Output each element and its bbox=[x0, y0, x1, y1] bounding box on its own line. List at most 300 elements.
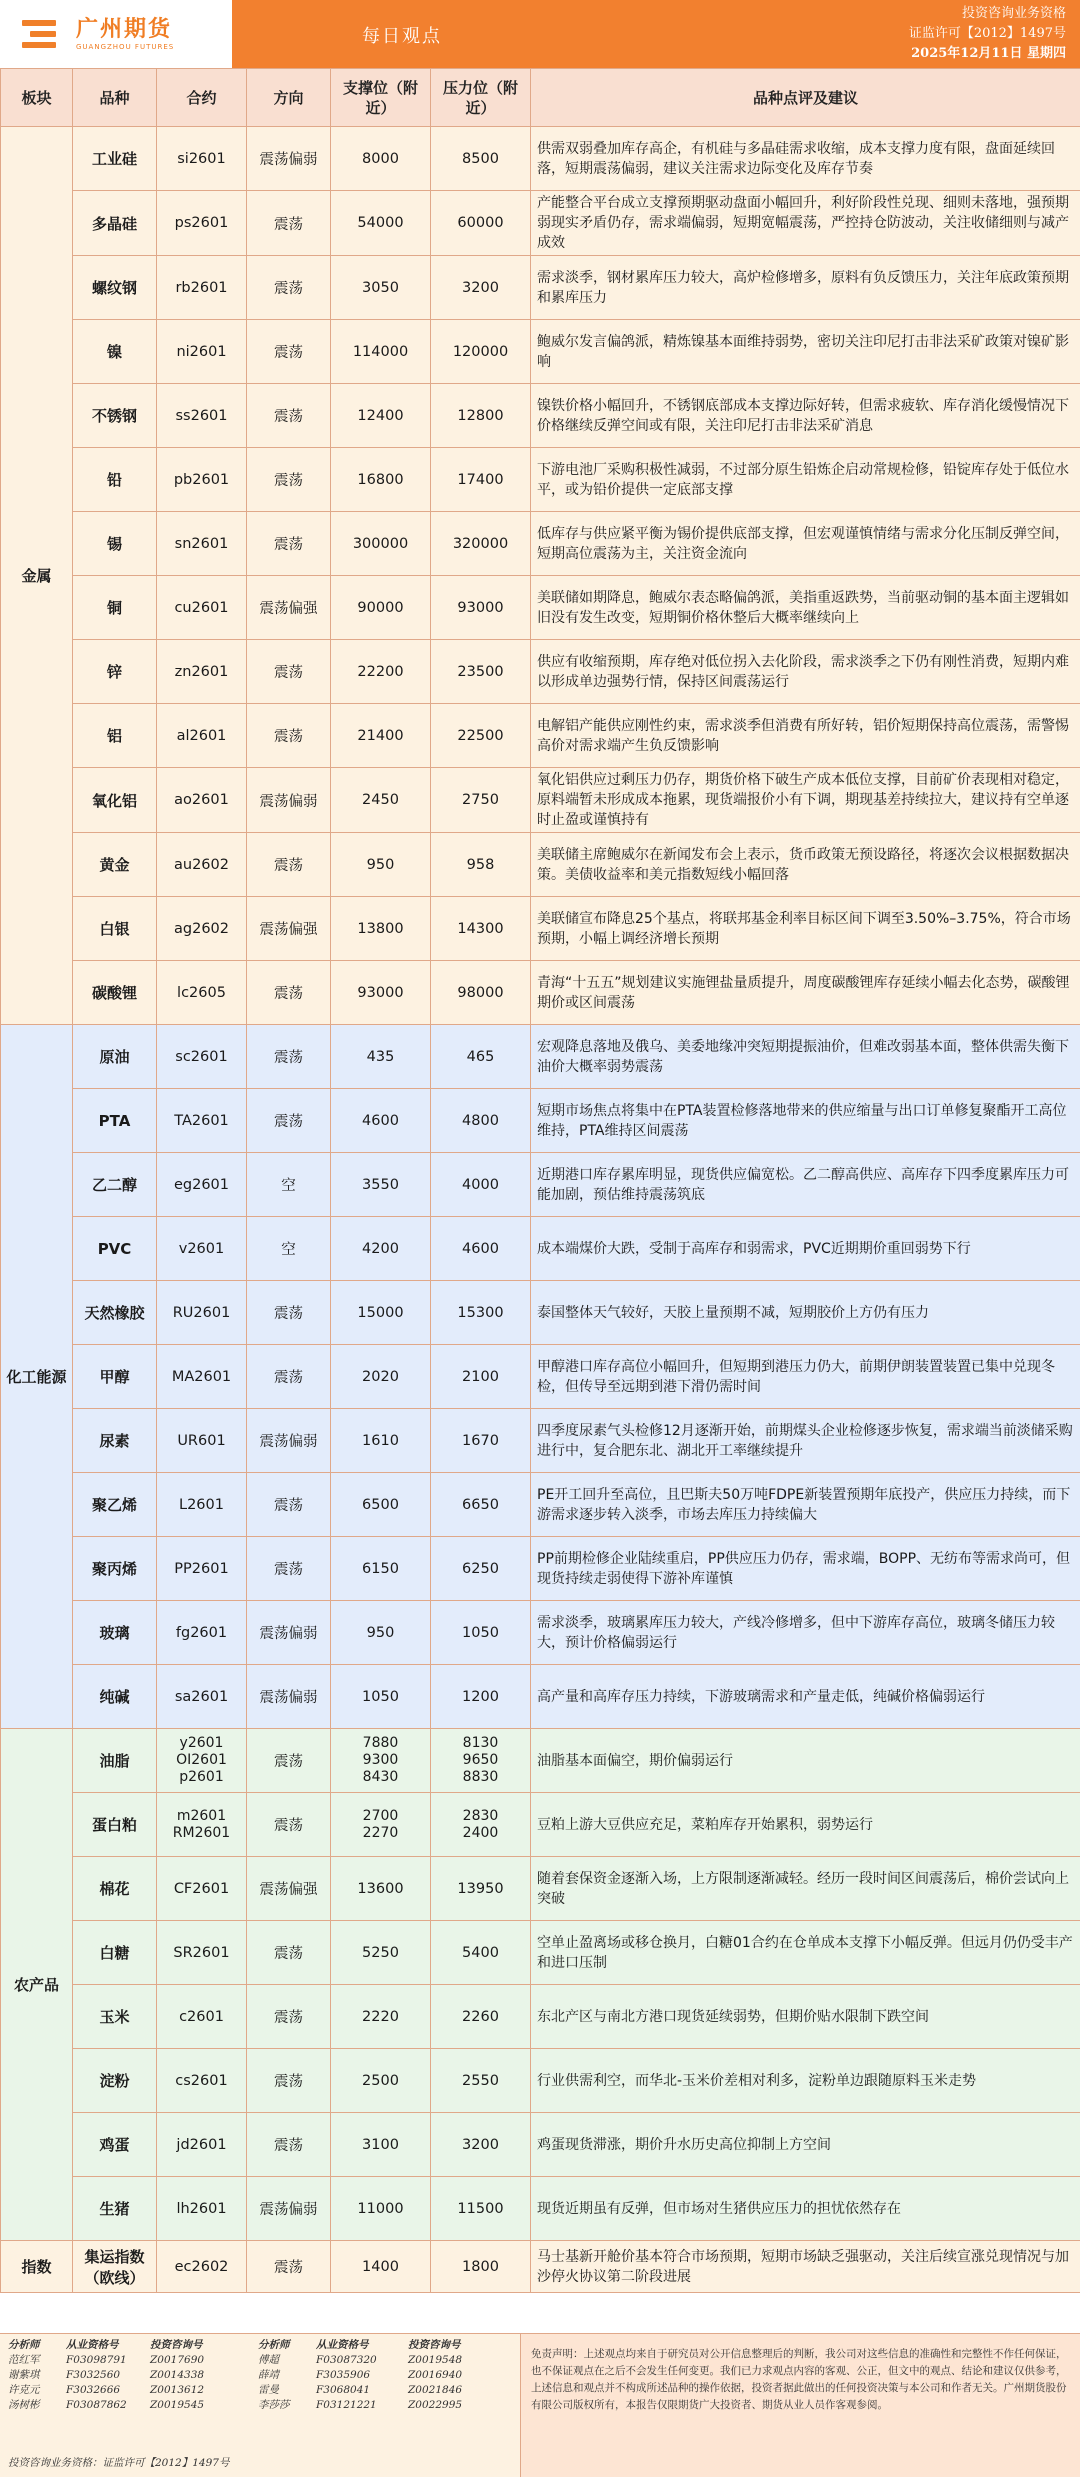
analyst-entry: F3035906 bbox=[316, 2369, 371, 2381]
variety-cell: 集运指数（欧线） bbox=[73, 2241, 157, 2293]
comment-cell: 行业供需利空，而华北-玉米价差相对利多，淀粉单边跟随原料玉米走势 bbox=[531, 2049, 1080, 2113]
contract-cell: lc2605 bbox=[157, 961, 247, 1025]
table-row bbox=[1, 2241, 1080, 2293]
contract-cell: au2602 bbox=[157, 833, 247, 897]
support-cell: 12400 bbox=[331, 384, 431, 448]
variety-cell: 多晶硅 bbox=[73, 191, 157, 256]
table-row bbox=[1, 512, 1080, 576]
disclaimer: 免责声明：上述观点均来自于研究员对公开信息整理后的判断，我公司对这些信息的准确性和完整性不作任何保证，也不保证观点在之后不会发生任何变更。我们已力求观点内容的客观、公正，但文中的观点、结论和建议仅供参考，上述信息和观点并不构成所述品种的操作依据，投资者据此做出的任何投资决策与本公司和作者无关。广州期货股份有限公司版权所有，本报告仅限期货广大投资者、期货从业人员作客观参阅。 bbox=[520, 2334, 1080, 2477]
support-cell: 1610 bbox=[331, 1409, 431, 1473]
contract-cell: ni2601 bbox=[157, 320, 247, 384]
resistance-cell: 2260 bbox=[431, 1985, 531, 2049]
support-cell: 21400 bbox=[331, 704, 431, 768]
direction-cell: 震荡 bbox=[247, 384, 331, 448]
page-title: 每日观点 bbox=[362, 26, 442, 47]
analyst-entry: 范红军 bbox=[8, 2354, 40, 2366]
table-row bbox=[1, 256, 1080, 320]
contract-cell: ps2601 bbox=[157, 191, 247, 256]
analyst-entry: F03087320 bbox=[316, 2354, 377, 2366]
variety-cell: 生猪 bbox=[73, 2177, 157, 2241]
variety-cell: 乙二醇 bbox=[73, 1153, 157, 1217]
comment-cell: 成本端煤价大跌，受制于高库存和弱需求，PVC近期期价重回弱势下行 bbox=[531, 1217, 1080, 1281]
table-row bbox=[1, 2177, 1080, 2241]
logo bbox=[0, 0, 232, 68]
table-body bbox=[1, 127, 1080, 2293]
table-row bbox=[1, 1281, 1080, 1345]
support-cell: 3050 bbox=[331, 256, 431, 320]
analyst-entry: Z0017690 bbox=[150, 2354, 205, 2366]
direction-cell: 震荡 bbox=[247, 1537, 331, 1601]
resistance-cell: 2550 bbox=[431, 2049, 531, 2113]
comment-cell: 电解铝产能供应刚性约束，需求淡季但消费有所好转，铝价短期保持高位震荡，需警惕高价对需求端产生负反馈影响 bbox=[531, 704, 1080, 768]
direction-cell: 震荡偏弱 bbox=[247, 127, 331, 191]
analyst-header: 从业资格号 bbox=[316, 2339, 369, 2351]
contract-cell: sa2601 bbox=[157, 1665, 247, 1729]
support-cell: 4600 bbox=[331, 1089, 431, 1153]
resistance-cell: 1800 bbox=[431, 2241, 531, 2293]
comment-cell: 宏观降息落地及俄乌、美委地缘冲突短期提振油价，但难改弱基本面，整体供需失衡下油价大概率弱势震荡 bbox=[531, 1025, 1080, 1089]
support-cell: 7880 9300 8430 bbox=[331, 1729, 431, 1793]
support-cell: 2500 bbox=[331, 2049, 431, 2113]
direction-cell: 震荡 bbox=[247, 1281, 331, 1345]
table-row bbox=[1, 1217, 1080, 1281]
table-row bbox=[1, 1921, 1080, 1985]
support-cell: 3550 bbox=[331, 1153, 431, 1217]
contract-cell: m2601 RM2601 bbox=[157, 1793, 247, 1857]
table-row bbox=[1, 768, 1080, 833]
variety-cell: 铝 bbox=[73, 704, 157, 768]
comment-cell: 产能整合平台成立支撑预期驱动盘面小幅回升，利好阶段性兑现、细则未落地，强预期弱现实矛盾仍存，需求端偏弱，短期宽幅震荡，严控持仓防波动，关注收储细则与减产成效 bbox=[531, 191, 1080, 256]
resistance-cell: 2750 bbox=[431, 768, 531, 833]
comment-cell: 美联储主席鲍威尔在新闻发布会上表示，货币政策无预设路径，将逐次会议根据数据决策。美债收益率和美元指数短线小幅回落 bbox=[531, 833, 1080, 897]
analyst-entry: Z0014338 bbox=[150, 2369, 205, 2381]
direction-cell: 震荡偏弱 bbox=[247, 1409, 331, 1473]
contract-cell: PP2601 bbox=[157, 1537, 247, 1601]
comment-cell: 供需双弱叠加库存高企，有机硅与多晶硅需求收缩，成本支撑力度有限，盘面延续回落，短期震荡偏弱，建议关注需求边际变化及库存节奏 bbox=[531, 127, 1080, 191]
sector-cell: 指数 bbox=[1, 2241, 73, 2293]
direction-cell: 震荡 bbox=[247, 704, 331, 768]
resistance-cell: 4000 bbox=[431, 1153, 531, 1217]
support-cell: 950 bbox=[331, 833, 431, 897]
table-row bbox=[1, 1153, 1080, 1217]
table-row bbox=[1, 640, 1080, 704]
variety-cell: 碳酸锂 bbox=[73, 961, 157, 1025]
variety-cell: 聚乙烯 bbox=[73, 1473, 157, 1537]
analyst-entry: Z0016940 bbox=[408, 2369, 463, 2381]
direction-cell: 震荡偏弱 bbox=[247, 768, 331, 833]
support-cell: 6500 bbox=[331, 1473, 431, 1537]
variety-cell: 锡 bbox=[73, 512, 157, 576]
direction-cell: 震荡偏弱 bbox=[247, 1665, 331, 1729]
direction-cell: 震荡 bbox=[247, 448, 331, 512]
comment-cell: 美联储如期降息，鲍威尔表态略偏鸽派，美指重返跌势，当前驱动铜的基本面主逻辑如旧没有发生改变，短期铜价格休整后大概率继续向上 bbox=[531, 576, 1080, 640]
comment-cell: 需求淡季，玻璃累库压力较大，产线冷修增多，但中下游库存高位，玻璃冬储压力较大，预计价格偏弱运行 bbox=[531, 1601, 1080, 1665]
direction-cell: 震荡 bbox=[247, 512, 331, 576]
analyst-header: 分析师 bbox=[258, 2339, 290, 2351]
analyst-column-right-license bbox=[316, 2338, 377, 2413]
comment-cell: 随着套保资金逐渐入场，上方限制逐渐减轻。经历一段时间区间震荡后，棉价尝试向上突破 bbox=[531, 1857, 1080, 1921]
support-cell: 435 bbox=[331, 1025, 431, 1089]
support-cell: 16800 bbox=[331, 448, 431, 512]
direction-cell: 震荡 bbox=[247, 1985, 331, 2049]
contract-cell: ag2602 bbox=[157, 897, 247, 961]
table-row bbox=[1, 1409, 1080, 1473]
variety-cell: 尿素 bbox=[73, 1409, 157, 1473]
resistance-cell: 465 bbox=[431, 1025, 531, 1089]
support-cell: 90000 bbox=[331, 576, 431, 640]
analyst-header: 投资咨询号 bbox=[150, 2339, 203, 2351]
table-row bbox=[1, 1857, 1080, 1921]
support-cell: 950 bbox=[331, 1601, 431, 1665]
contract-cell: SR2601 bbox=[157, 1921, 247, 1985]
comment-cell: 下游电池厂采购积极性减弱，不过部分原生铅炼企启动常规检修，铅锭库存处于低位水平，或为铅价提供一定底部支撑 bbox=[531, 448, 1080, 512]
contract-cell: zn2601 bbox=[157, 640, 247, 704]
variety-cell: 镍 bbox=[73, 320, 157, 384]
analyst-entry: F03098791 bbox=[66, 2354, 127, 2366]
support-cell: 13600 bbox=[331, 1857, 431, 1921]
analyst-entry: 李莎莎 bbox=[258, 2399, 290, 2411]
variety-cell: 螺纹钢 bbox=[73, 256, 157, 320]
analyst-column-right-consult bbox=[408, 2338, 462, 2413]
direction-cell: 震荡 bbox=[247, 256, 331, 320]
variety-cell: 铜 bbox=[73, 576, 157, 640]
direction-cell: 震荡偏强 bbox=[247, 576, 331, 640]
analyst-column-left-consult bbox=[150, 2338, 204, 2413]
table-row bbox=[1, 1345, 1080, 1409]
resistance-cell: 320000 bbox=[431, 512, 531, 576]
resistance-cell: 8130 9650 8830 bbox=[431, 1729, 531, 1793]
resistance-cell: 23500 bbox=[431, 640, 531, 704]
variety-cell: PVC bbox=[73, 1217, 157, 1281]
table-row bbox=[1, 1729, 1080, 1793]
direction-cell: 震荡 bbox=[247, 1089, 331, 1153]
comment-cell: 氧化铝供应过剩压力仍存，期货价格下破生产成本低位支撑，目前矿价表现相对稳定，原料端暂未形成成本拖累，现货端报价小有下调，期现基差持续拉大，建议持有空单逐时止盈或谨慎持有 bbox=[531, 768, 1080, 833]
support-cell: 2450 bbox=[331, 768, 431, 833]
direction-cell: 震荡 bbox=[247, 961, 331, 1025]
variety-cell: 聚丙烯 bbox=[73, 1537, 157, 1601]
table-row bbox=[1, 2113, 1080, 2177]
analyst-entry: 雷曼 bbox=[258, 2384, 279, 2396]
direction-cell: 震荡 bbox=[247, 320, 331, 384]
support-cell: 13800 bbox=[331, 897, 431, 961]
report-header bbox=[0, 0, 1080, 68]
resistance-cell: 958 bbox=[431, 833, 531, 897]
analyst-header: 从业资格号 bbox=[66, 2339, 119, 2351]
support-cell: 11000 bbox=[331, 2177, 431, 2241]
resistance-cell: 4600 bbox=[431, 1217, 531, 1281]
support-cell: 6150 bbox=[331, 1537, 431, 1601]
comment-cell: 美联储宣布降息25个基点，将联邦基金利率目标区间下调至3.50%–3.75%，符合市场预期，小幅上调经济增长预期 bbox=[531, 897, 1080, 961]
column-header: 品种 bbox=[73, 69, 157, 127]
variety-cell: 氧化铝 bbox=[73, 768, 157, 833]
support-cell: 114000 bbox=[331, 320, 431, 384]
support-cell: 2700 2270 bbox=[331, 1793, 431, 1857]
support-cell: 2020 bbox=[331, 1345, 431, 1409]
resistance-cell: 8500 bbox=[431, 127, 531, 191]
comment-cell: PE开工回升至高位，且巴斯夫50万吨FDPE新装置预期年底投产，供应压力持续，而下游需求逐步转入淡季，市场去库压力持续偏大 bbox=[531, 1473, 1080, 1537]
resistance-cell: 93000 bbox=[431, 576, 531, 640]
resistance-cell: 1200 bbox=[431, 1665, 531, 1729]
table-row bbox=[1, 1025, 1080, 1089]
variety-cell: 铅 bbox=[73, 448, 157, 512]
table-row bbox=[1, 1601, 1080, 1665]
variety-cell: 天然橡胶 bbox=[73, 1281, 157, 1345]
analyst-entry: 谢紫琪 bbox=[8, 2369, 40, 2381]
contract-cell: RU2601 bbox=[157, 1281, 247, 1345]
resistance-cell: 4800 bbox=[431, 1089, 531, 1153]
contract-cell: cu2601 bbox=[157, 576, 247, 640]
direction-cell: 震荡 bbox=[247, 1345, 331, 1409]
support-cell: 3100 bbox=[331, 2113, 431, 2177]
support-cell: 22200 bbox=[331, 640, 431, 704]
contract-cell: al2601 bbox=[157, 704, 247, 768]
support-cell: 4200 bbox=[331, 1217, 431, 1281]
comment-cell: 空单止盈离场或移仓换月，白糖01合约在仓单成本支撑下小幅反弹。但远月仍仍受丰产和进口压制 bbox=[531, 1921, 1080, 1985]
column-header: 支撑位（附近） bbox=[331, 69, 431, 127]
resistance-cell: 6650 bbox=[431, 1473, 531, 1537]
support-cell: 8000 bbox=[331, 127, 431, 191]
direction-cell: 震荡 bbox=[247, 2241, 331, 2293]
resistance-cell: 120000 bbox=[431, 320, 531, 384]
direction-cell: 震荡 bbox=[247, 191, 331, 256]
variety-cell: 甲醇 bbox=[73, 1345, 157, 1409]
variety-cell: 蛋白粕 bbox=[73, 1793, 157, 1857]
qualification-text: 投资咨询业务资格 bbox=[961, 6, 1066, 21]
direction-cell: 震荡 bbox=[247, 833, 331, 897]
contract-cell: CF2601 bbox=[157, 1857, 247, 1921]
resistance-cell: 3200 bbox=[431, 2113, 531, 2177]
contract-cell: v2601 bbox=[157, 1217, 247, 1281]
support-cell: 1400 bbox=[331, 2241, 431, 2293]
comment-cell: 油脂基本面偏空，期价偏弱运行 bbox=[531, 1729, 1080, 1793]
resistance-cell: 2100 bbox=[431, 1345, 531, 1409]
comment-cell: 甲醇港口库存高位小幅回升，但短期到港压力仍大，前期伊朗装置装置已集中兑现冬检，但传导至远期到港下滑仍需时间 bbox=[531, 1345, 1080, 1409]
table-row bbox=[1, 1089, 1080, 1153]
direction-cell: 空 bbox=[247, 1153, 331, 1217]
resistance-cell: 5400 bbox=[431, 1921, 531, 1985]
resistance-cell: 12800 bbox=[431, 384, 531, 448]
support-cell: 54000 bbox=[331, 191, 431, 256]
logo-name: 广州期货 bbox=[76, 17, 173, 42]
table-row bbox=[1, 1473, 1080, 1537]
comment-cell: 马士基新开舱价基本符合市场预期，短期市场缺乏强驱动，关注后续宣涨兑现情况与加沙停火协议第二阶段进展 bbox=[531, 2241, 1080, 2293]
direction-cell: 震荡 bbox=[247, 1473, 331, 1537]
column-header: 板块 bbox=[1, 69, 73, 127]
direction-cell: 震荡 bbox=[247, 640, 331, 704]
column-header: 品种点评及建议 bbox=[531, 69, 1080, 127]
analyst-entry: Z0013612 bbox=[150, 2384, 205, 2396]
comment-cell: 豆粕上游大豆供应充足，菜粕库存开始累积，弱势运行 bbox=[531, 1793, 1080, 1857]
resistance-cell: 15300 bbox=[431, 1281, 531, 1345]
comment-cell: 高产量和高库存压力持续，下游玻璃需求和产量走低，纯碱价格偏弱运行 bbox=[531, 1665, 1080, 1729]
title-banner bbox=[232, 0, 1080, 68]
table-row bbox=[1, 1665, 1080, 1729]
variety-cell: 棉花 bbox=[73, 1857, 157, 1921]
support-cell: 15000 bbox=[331, 1281, 431, 1345]
analyst-header: 分析师 bbox=[8, 2339, 40, 2351]
variety-cell: 玻璃 bbox=[73, 1601, 157, 1665]
comment-cell: 镍铁价格小幅回升，不锈钢底部成本支撑边际好转，但需求疲软、库存消化缓慢情况下价格继续反弹空间或有限，关注印尼打击非法采矿消息 bbox=[531, 384, 1080, 448]
variety-cell: 锌 bbox=[73, 640, 157, 704]
direction-cell: 震荡偏弱 bbox=[247, 1601, 331, 1665]
contract-cell: rb2601 bbox=[157, 256, 247, 320]
comment-cell: 东北产区与南北方港口现货延续弱势，但期价贴水限制下跌空间 bbox=[531, 1985, 1080, 2049]
contract-cell: eg2601 bbox=[157, 1153, 247, 1217]
sector-cell: 化工能源 bbox=[1, 1025, 73, 1729]
variety-cell: PTA bbox=[73, 1089, 157, 1153]
analyst-column-left-license bbox=[66, 2338, 127, 2413]
contract-cell: si2601 bbox=[157, 127, 247, 191]
contract-cell: cs2601 bbox=[157, 2049, 247, 2113]
direction-cell: 空 bbox=[247, 1217, 331, 1281]
resistance-cell: 14300 bbox=[431, 897, 531, 961]
resistance-cell: 60000 bbox=[431, 191, 531, 256]
resistance-cell: 22500 bbox=[431, 704, 531, 768]
variety-cell: 白糖 bbox=[73, 1921, 157, 1985]
contract-cell: MA2601 bbox=[157, 1345, 247, 1409]
comment-cell: 短期市场焦点将集中在PTA装置检修落地带来的供应缩量与出口订单修复聚酯开工高位维持，PTA维持区间震荡 bbox=[531, 1089, 1080, 1153]
resistance-cell: 98000 bbox=[431, 961, 531, 1025]
comment-cell: 鸡蛋现货滞涨，期价升水历史高位抑制上方空间 bbox=[531, 2113, 1080, 2177]
views-table bbox=[0, 68, 1080, 2293]
table-row bbox=[1, 1985, 1080, 2049]
table-row bbox=[1, 448, 1080, 512]
contract-cell: c2601 bbox=[157, 1985, 247, 2049]
table-row bbox=[1, 2049, 1080, 2113]
sector-cell: 金属 bbox=[1, 127, 73, 1025]
variety-cell: 油脂 bbox=[73, 1729, 157, 1793]
sector-cell: 农产品 bbox=[1, 1729, 73, 2241]
variety-cell: 不锈钢 bbox=[73, 384, 157, 448]
table-row bbox=[1, 704, 1080, 768]
contract-cell: jd2601 bbox=[157, 2113, 247, 2177]
logo-mark-icon bbox=[22, 16, 68, 52]
column-header: 压力位（附近） bbox=[431, 69, 531, 127]
analyst-entry: Z0019548 bbox=[408, 2354, 463, 2366]
table-row bbox=[1, 384, 1080, 448]
support-cell: 93000 bbox=[331, 961, 431, 1025]
comment-cell: 近期港口库存累库明显，现货供应偏宽松。乙二醇高供应、高库存下四季度累库压力可能加剧，预估维持震荡筑底 bbox=[531, 1153, 1080, 1217]
logo-english-name: GUANGZHOU FUTURES bbox=[76, 43, 175, 51]
table-row bbox=[1, 897, 1080, 961]
direction-cell: 震荡偏强 bbox=[247, 897, 331, 961]
comment-cell: 供应有收缩预期，库存绝对低位拐入去化阶段，需求淡季之下仍有刚性消费，短期内难以形成单边强势行情，保持区间震荡运行 bbox=[531, 640, 1080, 704]
analyst-column-right bbox=[258, 2338, 290, 2413]
contract-cell: ao2601 bbox=[157, 768, 247, 833]
contract-cell: sc2601 bbox=[157, 1025, 247, 1089]
contract-cell: ec2602 bbox=[157, 2241, 247, 2293]
resistance-cell: 13950 bbox=[431, 1857, 531, 1921]
analyst-entry: F03121221 bbox=[316, 2399, 377, 2411]
analyst-entry: F03087862 bbox=[66, 2399, 127, 2411]
direction-cell: 震荡 bbox=[247, 2049, 331, 2113]
analyst-entry: 薛靖 bbox=[258, 2369, 279, 2381]
comment-cell: 现货近期虽有反弹，但市场对生猪供应压力的担忧依然存在 bbox=[531, 2177, 1080, 2241]
comment-cell: 鲍威尔发言偏鸽派，精炼镍基本面维持弱势，密切关注印尼打击非法采矿政策对镍矿影响 bbox=[531, 320, 1080, 384]
table-row bbox=[1, 576, 1080, 640]
variety-cell: 淀粉 bbox=[73, 2049, 157, 2113]
direction-cell: 震荡 bbox=[247, 1729, 331, 1793]
direction-cell: 震荡 bbox=[247, 2113, 331, 2177]
contract-cell: sn2601 bbox=[157, 512, 247, 576]
resistance-cell: 1050 bbox=[431, 1601, 531, 1665]
contract-cell: ss2601 bbox=[157, 384, 247, 448]
table-row bbox=[1, 1793, 1080, 1857]
analyst-header: 投资咨询号 bbox=[408, 2339, 461, 2351]
analyst-entry: F3032666 bbox=[66, 2384, 121, 2396]
report-footer bbox=[0, 2333, 1080, 2477]
contract-cell: y2601 OI2601 p2601 bbox=[157, 1729, 247, 1793]
column-header: 合约 bbox=[157, 69, 247, 127]
resistance-cell: 6250 bbox=[431, 1537, 531, 1601]
contract-cell: UR601 bbox=[157, 1409, 247, 1473]
contract-cell: fg2601 bbox=[157, 1601, 247, 1665]
support-cell: 5250 bbox=[331, 1921, 431, 1985]
contract-cell: pb2601 bbox=[157, 448, 247, 512]
license-text: 证监许可【2012】1497号 bbox=[908, 26, 1066, 41]
contract-cell: L2601 bbox=[157, 1473, 247, 1537]
comment-cell: 需求淡季，钢材累库压力较大，高炉检修增多，原料有负反馈压力，关注年底政策预期和累库压力 bbox=[531, 256, 1080, 320]
table-header-row bbox=[1, 69, 1080, 127]
resistance-cell: 1670 bbox=[431, 1409, 531, 1473]
table-row bbox=[1, 1537, 1080, 1601]
resistance-cell: 3200 bbox=[431, 256, 531, 320]
report-date: 2025年12月11日 星期四 bbox=[911, 46, 1066, 61]
contract-cell: TA2601 bbox=[157, 1089, 247, 1153]
column-header: 方向 bbox=[247, 69, 331, 127]
analyst-entry: Z0022995 bbox=[408, 2399, 463, 2411]
analyst-entry: Z0021846 bbox=[408, 2384, 463, 2396]
comment-cell: 四季度尿素气头检修12月逐渐开始，前期煤头企业检修逐步恢复，需求端当前淡储采购进行中，复合肥东北、湖北开工率继续提升 bbox=[531, 1409, 1080, 1473]
comment-cell: 青海“十五五”规划建议实施锂盐量质提升，周度碳酸锂库存延续小幅去化态势，碳酸锂期价或区间震荡 bbox=[531, 961, 1080, 1025]
table-row bbox=[1, 833, 1080, 897]
table-row bbox=[1, 127, 1080, 191]
table-row bbox=[1, 320, 1080, 384]
comment-cell: 泰国整体天气较好，天胶上量预期不减，短期胶价上方仍有压力 bbox=[531, 1281, 1080, 1345]
analyst-list bbox=[0, 2334, 520, 2477]
resistance-cell: 2830 2400 bbox=[431, 1793, 531, 1857]
footer-license: 投资咨询业务资格：证监许可【2012】1497号 bbox=[8, 2457, 230, 2469]
support-cell: 300000 bbox=[331, 512, 431, 576]
direction-cell: 震荡 bbox=[247, 1793, 331, 1857]
comment-cell: PP前期检修企业陆续重启，PP供应压力仍存，需求端，BOPP、无纺布等需求尚可，但现货持续走弱使得下游补库谨慎 bbox=[531, 1537, 1080, 1601]
variety-cell: 玉米 bbox=[73, 1985, 157, 2049]
resistance-cell: 17400 bbox=[431, 448, 531, 512]
variety-cell: 纯碱 bbox=[73, 1665, 157, 1729]
direction-cell: 震荡 bbox=[247, 1921, 331, 1985]
analyst-entry: F3068041 bbox=[316, 2384, 371, 2396]
contract-cell: lh2601 bbox=[157, 2177, 247, 2241]
analyst-entry: Z0019545 bbox=[150, 2399, 205, 2411]
analyst-entry: 许克元 bbox=[8, 2384, 40, 2396]
comment-cell: 低库存与供应紧平衡为锡价提供底部支撑，但宏观谨慎情绪与需求分化压制反弹空间，短期高位震荡为主，关注资金流向 bbox=[531, 512, 1080, 576]
analyst-entry: F3032560 bbox=[66, 2369, 121, 2381]
direction-cell: 震荡偏强 bbox=[247, 1857, 331, 1921]
table-row bbox=[1, 191, 1080, 256]
variety-cell: 黄金 bbox=[73, 833, 157, 897]
direction-cell: 震荡 bbox=[247, 1025, 331, 1089]
analyst-entry: 傅超 bbox=[258, 2354, 279, 2366]
resistance-cell: 11500 bbox=[431, 2177, 531, 2241]
table-row bbox=[1, 961, 1080, 1025]
support-cell: 1050 bbox=[331, 1665, 431, 1729]
analyst-entry: 汤树彬 bbox=[8, 2399, 40, 2411]
variety-cell: 工业硅 bbox=[73, 127, 157, 191]
analyst-column-left bbox=[8, 2338, 40, 2413]
license-info bbox=[909, 4, 1066, 64]
variety-cell: 白银 bbox=[73, 897, 157, 961]
direction-cell: 震荡偏弱 bbox=[247, 2177, 331, 2241]
